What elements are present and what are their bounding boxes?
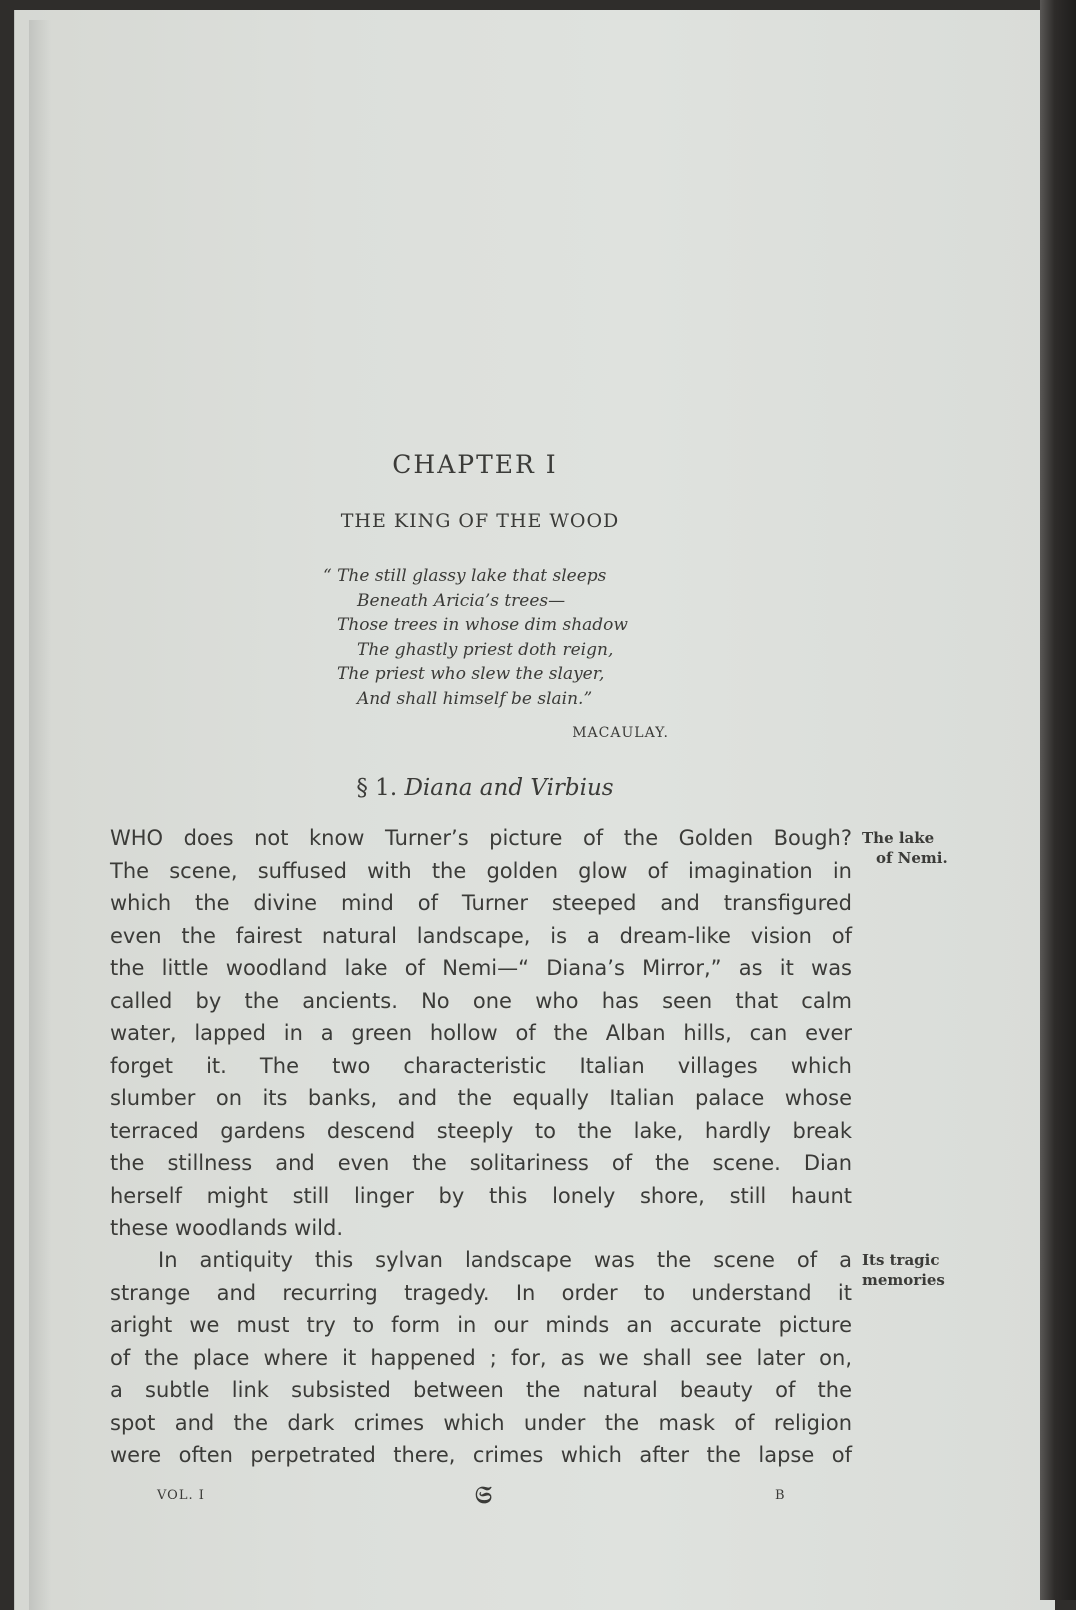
footer-signature-mark: 𝔖 (475, 1480, 493, 1509)
margin-note-line: of Nemi. (876, 849, 948, 867)
margin-note (862, 1250, 945, 1290)
epigraph (323, 564, 628, 711)
text-line: spot and the dark crimes which under the mask of religion (110, 1410, 852, 1435)
text-line: were often perpetrated there, crimes which after the lapse of (110, 1443, 852, 1467)
margin-note (862, 828, 948, 868)
text-line: the stillness and even the solitariness of the scene. Dian (110, 1151, 852, 1175)
epigraph-line: And shall himself be slain.” (357, 688, 593, 709)
epigraph-line: The ghastly priest doth reign, (357, 639, 614, 660)
chapter-title: CHAPTER I (392, 450, 558, 479)
text-line: even the fairest natural landscape, is a dream-like vision of (110, 923, 852, 948)
page-edge-shadow (1040, 0, 1076, 1600)
margin-note-line: The lake (862, 829, 935, 847)
section-heading (15, 775, 955, 801)
section-title: Diana and Virbius (404, 775, 614, 801)
text-line: WHO does not know Turner’s picture of the Golden Bough? (110, 826, 852, 850)
text-line: which the divine mind of Turner steeped and transfigured (110, 891, 852, 915)
text-line: In antiquity this sylvan landscape was the scene of a (158, 1248, 852, 1272)
text-line: forget it. The two characteristic Italian villages which (110, 1053, 852, 1078)
epigraph-line: Beneath Aricia’s trees— (357, 590, 566, 611)
book-page (14, 10, 1055, 1610)
text-line: the little woodland lake of Nemi—“ Diana’s Mirror,” as it was (110, 956, 852, 980)
epigraph-line: “ The still glassy lake that sleeps (323, 566, 607, 586)
text-line: The scene, suffused with the golden glow of imagination in (110, 858, 852, 883)
margin-note-line: Its tragic (862, 1251, 940, 1269)
epigraph-author: MACAULAY. (572, 725, 669, 741)
text-line: water, lapped in a green hollow of the Alban hills, can ever (110, 1021, 852, 1045)
paragraph-1 (110, 822, 852, 1245)
epigraph-line: The priest who slew the slayer, (337, 664, 605, 684)
chapter-subtitle: THE KING OF THE WOOD (340, 510, 620, 532)
text-line: herself might still linger by this lonely shore, still haunt (110, 1183, 852, 1208)
text-line: called by the ancients. No one who has seen that calm (110, 988, 852, 1013)
footer-signature-letter: B (775, 1488, 786, 1503)
text-line: strange and recurring tragedy. In order to understand it (110, 1280, 852, 1305)
text-line: slumber on its banks, and the equally Italian palace whose (110, 1086, 852, 1110)
text-line: a subtle link subsisted between the natural beauty of the (110, 1378, 852, 1402)
page-gutter-shadow (29, 20, 51, 1610)
margin-note-line: memories (862, 1271, 945, 1289)
epigraph-line: Those trees in whose dim shadow (337, 615, 628, 635)
text-line: aright we must try to form in our minds an accurate picture (110, 1313, 852, 1337)
paragraph-2 (110, 1244, 852, 1472)
text-line: terraced gardens descend steeply to the lake, hardly break (110, 1118, 852, 1143)
section-number: § 1. (356, 775, 398, 801)
text-line: of the place where it happened ; for, as we shall see later on, (110, 1345, 852, 1370)
footer-volume: VOL. I (157, 1488, 205, 1503)
text-line: these woodlands wild. (110, 1216, 344, 1240)
